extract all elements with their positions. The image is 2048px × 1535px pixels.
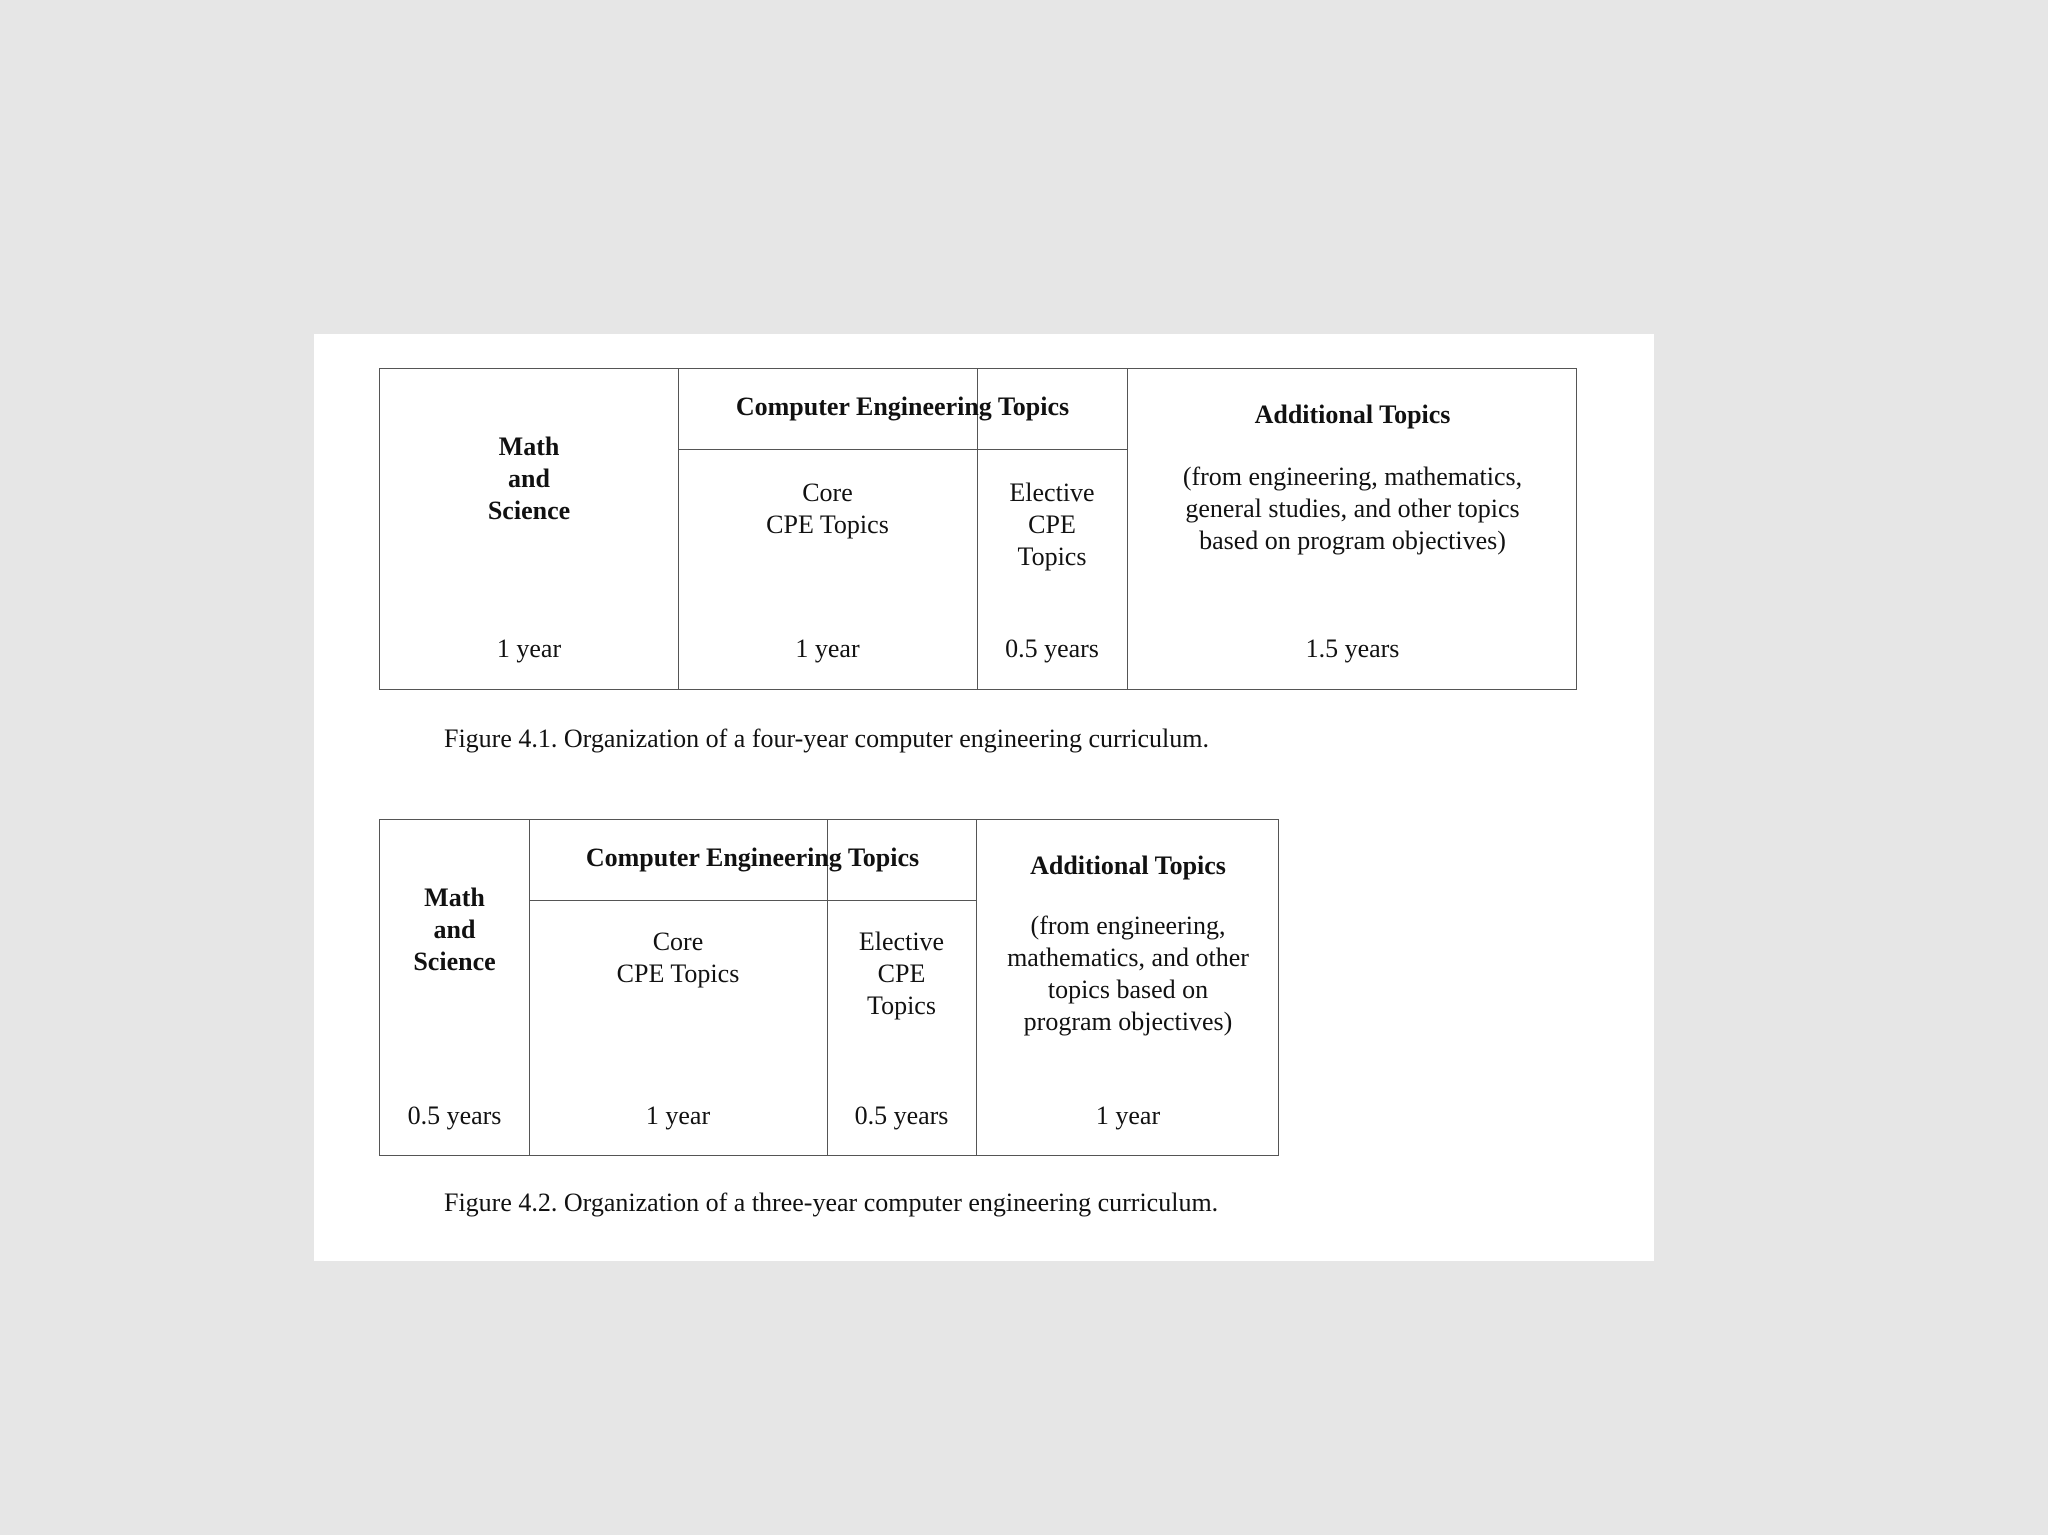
cpe-topics-header: Computer Engineering Topics [585, 843, 920, 872]
additional-topics-description: (from engineering, mathematics, and other topics based on program objectives) [1007, 911, 1249, 1036]
figure-4-1-caption: Figure 4.1. Organization of a four-year computer engineering curriculum. [444, 724, 1210, 753]
math-duration: 1 year [496, 634, 562, 663]
cpe-topics-header: Computer Engineering Topics [735, 392, 1070, 421]
elective-cpe-label: Elective CPE Topics [1009, 478, 1095, 571]
elective-duration: 0.5 years [854, 1101, 949, 1130]
divider [529, 900, 976, 901]
math-science-label: Math and Science [413, 883, 496, 976]
core-duration: 1 year [795, 634, 860, 663]
elective-cpe-label: Elective CPE Topics [858, 927, 945, 1020]
additional-topics-title: Additional Topics [1030, 851, 1226, 880]
math-duration: 0.5 years [407, 1101, 502, 1130]
additional-topics-description: (from engineering, mathematics, general studies, and other topics based on program objectives) [1182, 462, 1523, 555]
additional-topics-title: Additional Topics [1254, 400, 1451, 429]
document-page [314, 334, 1654, 1261]
additional-duration: 1 year [1095, 1101, 1161, 1130]
core-cpe-label: Core CPE Topics [616, 927, 740, 988]
math-science-label: Math and Science [487, 432, 571, 525]
figure-4-2-caption: Figure 4.2. Organization of a three-year computer engineering curriculum. [444, 1188, 1219, 1217]
core-cpe-label: Core CPE Topics [766, 478, 889, 539]
additional-duration: 1.5 years [1305, 634, 1400, 663]
divider [678, 449, 1127, 450]
figure-4-1-diagram [379, 368, 1577, 690]
elective-duration: 0.5 years [1005, 634, 1099, 663]
core-duration: 1 year [645, 1101, 711, 1130]
figure-4-2-diagram [379, 819, 1279, 1156]
